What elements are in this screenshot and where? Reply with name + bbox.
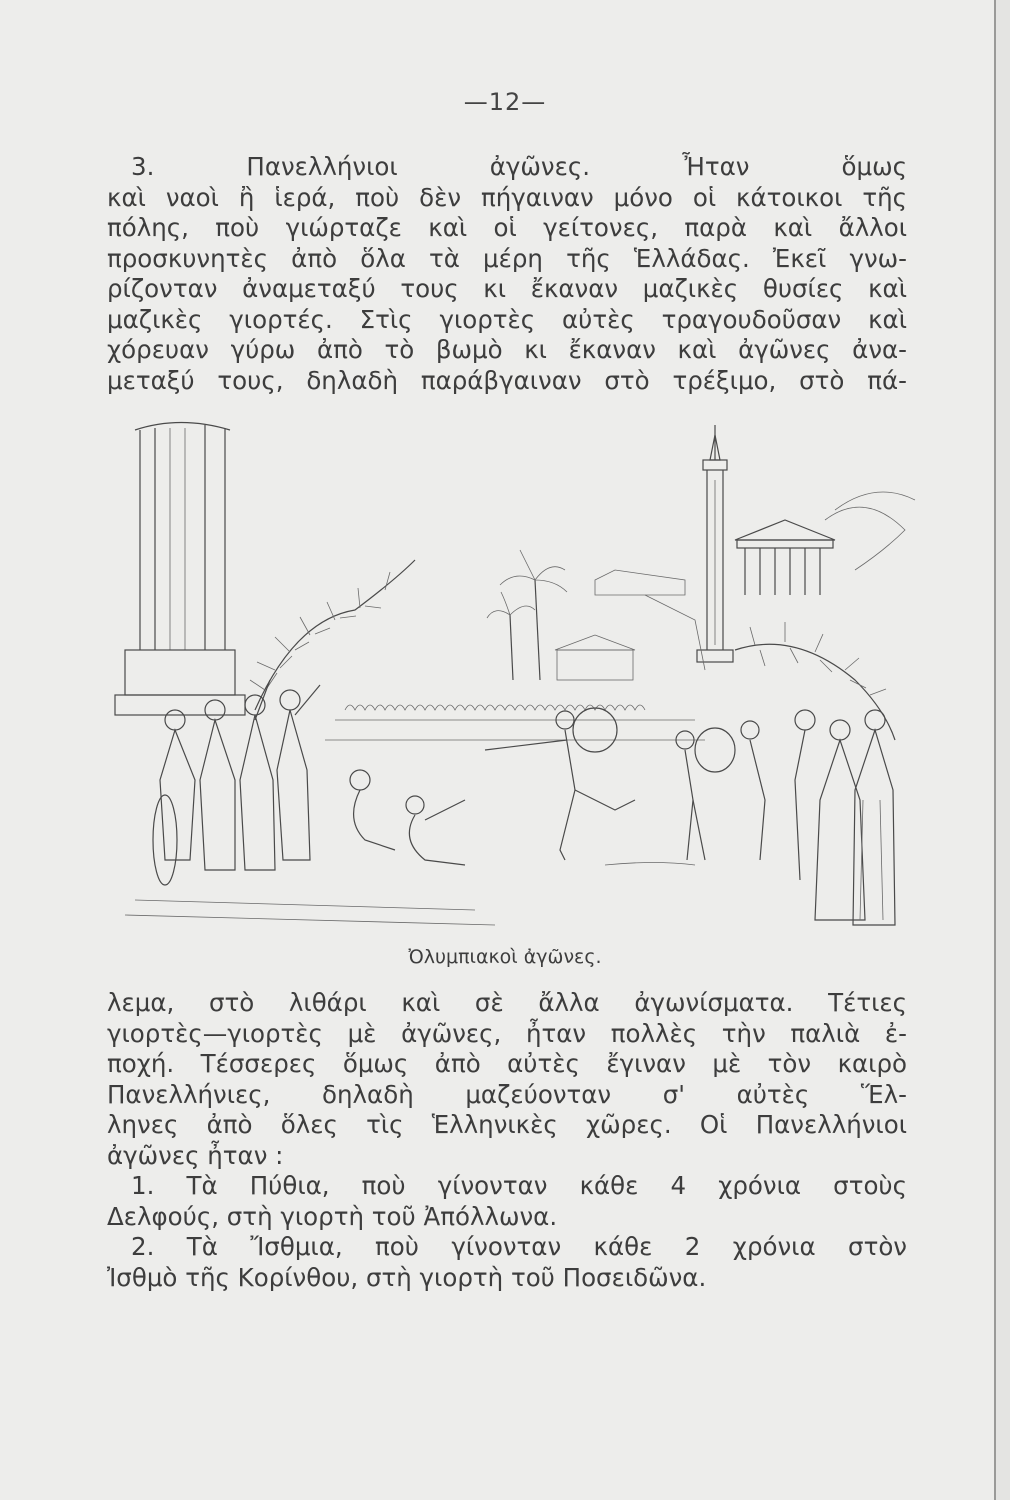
text-line: ρίζονταν ἀναμεταξύ τους κι ἔκαναν μαζικὲς θυσίες καὶ bbox=[107, 274, 907, 303]
text-line: 2. Τὰ Ἴσθμια, ποὺ γίνονταν κάθε 2 χρόνια στὸν bbox=[131, 1232, 907, 1261]
page-margin-right bbox=[996, 0, 1010, 1500]
text-line: χόρευαν γύρω ἀπὸ τὸ βωμὸ κι ἔκαναν καὶ ἀγῶνες ἀνα- bbox=[107, 335, 907, 364]
athletes bbox=[485, 708, 765, 865]
text-line: μεταξύ τους, δηλαδὴ παράβγαιναν στὸ τρέξιμο, στὸ πά- bbox=[107, 365, 907, 395]
text-line: καὶ ναοὶ ἢ ἱερά, ποὺ δὲν πήγαιναν μόνο οἱ κάτοικοι τῆς bbox=[107, 182, 907, 212]
spectators-left bbox=[125, 680, 495, 925]
text-line: προσκυνητὲς ἀπὸ ὅλα τὰ μέρη τῆς Ἑλλάδας. Ἐκεῖ γνω- bbox=[107, 243, 907, 273]
text-line: πόλης, ποὺ γιώρταζε καὶ οἱ γείτονες, παρὰ καὶ ἄλλοι bbox=[107, 213, 907, 242]
text-line: Ἰσθμὸ τῆς Κορίνθου, στὴ γιορτὴ τοῦ Ποσειδῶνα. bbox=[107, 1262, 707, 1292]
distant-crowd bbox=[325, 705, 705, 740]
text-line: 1. Τὰ Πύθια, ποὺ γίνονταν κάθε 4 χρόνια στοὺς bbox=[131, 1171, 907, 1200]
text-line: Πανελλήνιες, δηλαδὴ μαζεύονταν σ' αὐτὲς Ἕλ- bbox=[107, 1079, 907, 1109]
text-line: 3. Πανελλήνιοι ἀγῶνες. Ἦταν ὅμως bbox=[131, 152, 907, 181]
olympic-games-illustration bbox=[95, 420, 925, 940]
right-column bbox=[697, 425, 733, 662]
palm-trees bbox=[487, 550, 567, 680]
figure-caption: Ὀλυμπιακοὶ ἀγῶνες. bbox=[408, 946, 602, 968]
text-line: ληνες ἀπὸ ὅλες τὶς Ἑλληνικὲς χῶρες. Οἱ Πανελλήνιοι bbox=[107, 1110, 907, 1139]
left-column bbox=[115, 423, 245, 716]
text-line: μαζικὲς γιορτές. Στὶς γιορτὲς αὐτὲς τραγουδοῦσαν καὶ bbox=[107, 304, 907, 334]
text-line: γιορτὲς—γιορτὲς μὲ ἀγῶνες, ἦταν πολλὲς τὴν παλιὰ ἐ- bbox=[107, 1018, 907, 1048]
engraving-drawing bbox=[95, 420, 925, 940]
page-edge-line bbox=[994, 0, 996, 1500]
distant-buildings bbox=[555, 570, 705, 680]
text-line: ποχή. Τέσσερες ὅμως ἀπὸ αὐτὲς ἔγιναν μὲ τὸν καιρὸ bbox=[107, 1049, 907, 1078]
paragraph-top bbox=[107, 152, 907, 396]
temple bbox=[735, 492, 915, 595]
text-line: Δελφούς, στὴ γιορτὴ τοῦ Ἀπόλλωνα. bbox=[107, 1201, 558, 1231]
text-line: ἀγῶνες ἦταν : bbox=[107, 1140, 284, 1170]
page-number: —12— bbox=[463, 88, 547, 116]
text-line: λεμα, στὸ λιθάρι καὶ σὲ ἄλλα ἀγωνίσματα. Τέτιες bbox=[107, 988, 907, 1017]
spectators-right bbox=[795, 710, 895, 925]
paragraph-bottom bbox=[107, 988, 907, 1293]
